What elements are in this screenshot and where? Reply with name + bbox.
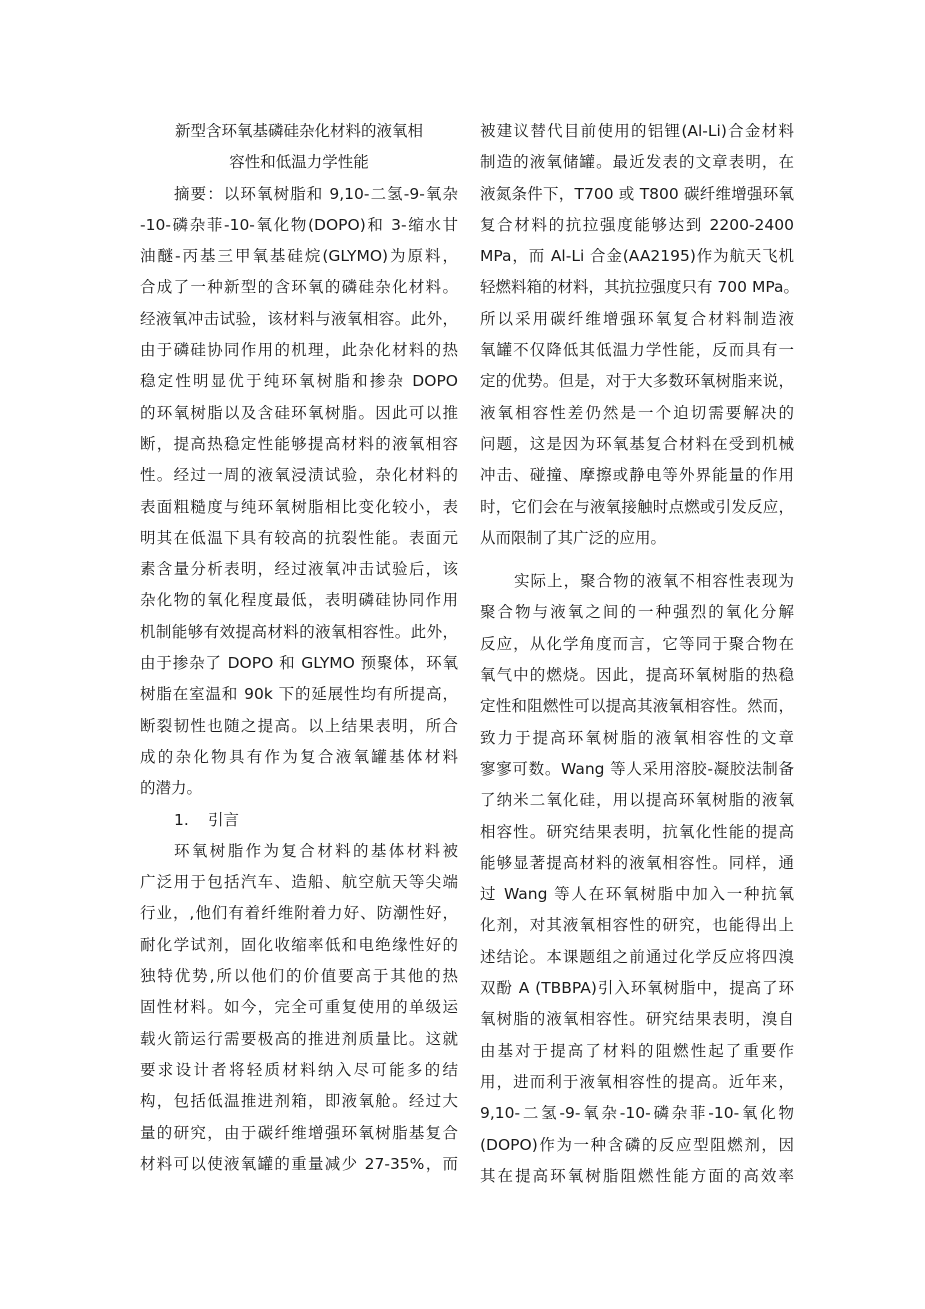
text-line: 致力于提高环氧树脂的液氧相容性的文章 [480, 728, 794, 747]
text-line: MPa，而 Al-Li 合金(AA2195)作为航天飞机 [480, 247, 794, 266]
text-line: 要求设计者将轻质材料纳入尽可能多的结 [140, 1060, 458, 1079]
text-line: 成的杂化物具有作为复合液氧罐基体材料 [140, 747, 458, 766]
text-line: 环氧树脂作为复合材料的基体材料被 [174, 841, 458, 860]
text-line: 明其在低温下具有较高的抗裂性能。表面元 [140, 528, 458, 547]
text-line: 液氧相容性差仍然是一个迫切需要解决的 [480, 403, 794, 422]
text-line: 定性和阻燃性可以提高其液氧相容性。然而， [480, 697, 794, 716]
paper-title-line-1: 新型含环氧基磷硅杂化材料的液氧相 [174, 122, 423, 140]
text-line: 从而限制了其广泛的应用。 [480, 528, 667, 547]
text-line: 断，提高热稳定性能够提高材料的液氧相容 [140, 434, 458, 453]
text-line: 量的研究，由于碳纤维增强环氧树脂基复合 [140, 1123, 458, 1142]
text-line: 稳定性明显优于纯环氧树脂和掺杂 DOPO [140, 372, 458, 391]
text-line: 9,10-二氢-9-氧杂-10-磷杂菲-10-氧化物 [480, 1104, 794, 1123]
text-line: 被建议替代目前使用的铝锂(Al-Li)合金材料 [480, 122, 794, 140]
right-paragraph-1 [480, 116, 799, 554]
text-line: 了纳米二氧化硅，用以提高环氧树脂的液氧 [480, 791, 794, 810]
text-line: 断裂韧性也随之提高。以上结果表明，所合 [140, 716, 458, 735]
text-line: 固性材料。如今，完全可重复使用的单级运 [140, 998, 458, 1017]
paragraph-gap [480, 554, 794, 566]
text-line: 液氮条件下，T700 或 T800 碳纤维增强环氧 [480, 184, 794, 203]
text-line: 冲击、碰撞、摩擦或静电等外界能量的作用 [480, 466, 794, 485]
right-column [480, 116, 799, 1192]
text-line: 反应，从化学角度而言，它等同于聚合物在 [480, 634, 794, 653]
text-line: 能够显著提高材料的液氧相容性。同样，通 [480, 853, 794, 872]
text-line: 寥寥可数。Wang 等人采用溶胶-凝胶法制备 [480, 759, 794, 778]
text-line: 氧罐不仅降低其低温力学性能，反而具有一 [480, 341, 794, 360]
text-line: 氧树脂的液氧相容性。研究结果表明，溴自 [480, 1010, 794, 1029]
text-line: 由于掺杂了 DOPO 和 GLYMO 预聚体，环氧 [140, 654, 458, 673]
abstract [140, 179, 458, 805]
text-line: 树脂在室温和 90k 下的延展性均有所提高， [140, 685, 458, 704]
left-column [140, 116, 458, 1180]
text-line: 相容性。研究结果表明，抗氧化性能的提高 [480, 822, 794, 841]
paper-title-line-2: 容性和低温力学性能 [229, 153, 369, 172]
text-line: 由基对于提高了材料的阻燃性起了重要作 [480, 1041, 794, 1060]
text-line: -10-磷杂菲-10-氧化物(DOPO)和 3-缩水甘 [140, 215, 458, 234]
text-line: 素含量分析表明，经过液氧冲击试验后，该 [140, 560, 458, 579]
section-number: 1. [174, 810, 189, 829]
text-line: 材料可以使液氧罐的重量减少 27-35%，而 [140, 1154, 458, 1173]
text-line: 载火箭运行需要极高的推进剂质量比。这就 [140, 1029, 458, 1048]
section-heading [140, 805, 458, 836]
intro-paragraph [140, 836, 458, 1180]
text-line: 复合材料的抗拉强度能够达到 2200-2400 [480, 215, 794, 234]
text-line: 轻燃料箱的材料，其抗拉强度只有 700 MPa。 [480, 278, 799, 297]
text-line: 行业，,他们有着纤维附着力好、防潮性好， [140, 904, 458, 923]
text-line: 的潜力。 [140, 779, 203, 798]
text-line: 所以采用碳纤维增强环氧复合材料制造液 [480, 309, 794, 328]
text-line: 其在提高环氧树脂阻燃性能方面的高效率 [480, 1166, 794, 1185]
text-line: 时，它们会在与液氧接触时点燃或引发反应， [480, 497, 794, 516]
text-line: 化剂，对其液氧相容性的研究，也能得出上 [480, 916, 794, 935]
text-line: 制造的液氧储罐。最近发表的文章表明，在 [480, 153, 794, 172]
section-title: 引言 [208, 810, 240, 829]
text-line: 机制能够有效提高材料的液氧相容性。此外， [140, 622, 458, 641]
text-line: 油醚-丙基三甲氧基硅烷(GLYMO)为原料， [140, 247, 458, 266]
text-line: 杂化物的氧化程度最低，表明磷硅协同作用 [140, 591, 458, 610]
text-line: 广泛用于包括汽车、造船、航空航天等尖端 [140, 873, 458, 892]
text-line: 定的优势。但是，对于大多数环氧树脂来说， [480, 372, 794, 391]
text-line: 述结论。本课题组之前通过化学反应将四溴 [480, 947, 794, 966]
text-line: 的环氧树脂以及含硅环氧树脂。因此可以推 [140, 403, 458, 422]
text-line: 构，包括低温推进剂箱，即液氧舱。经过大 [140, 1092, 458, 1111]
text-line: (DOPO)作为一种含磷的反应型阻燃剂，因 [480, 1135, 794, 1154]
text-line: 由于磷硅协同作用的机理，此杂化材料的热 [140, 341, 458, 360]
text-line: 表面粗糙度与纯环氧树脂相比变化较小，表 [140, 497, 458, 516]
text-line: 耐化学试剂，固化收缩率低和电绝缘性好的 [140, 935, 458, 954]
text-line: 双酚 A (TBBPA)引入环氧树脂中，提高了环 [480, 979, 794, 998]
text-line: 独特优势,所以他们的价值要高于其他的热 [140, 967, 458, 986]
text-line: 问题，这是因为环氧基复合材料在受到机械 [480, 434, 794, 453]
text-line: 实际上，聚合物的液氧不相容性表现为 [514, 572, 794, 591]
text-line: 过 Wang 等人在环氧树脂中加入一种抗氧 [480, 885, 794, 904]
text-line: 经液氧冲击试验，该材料与液氧相容。此外， [140, 309, 458, 328]
text-line: 摘要：以环氧树脂和 9,10-二氢-9-氧杂 [174, 184, 458, 203]
text-line: 聚合物与液氧之间的一种强烈的氧化分解 [480, 603, 794, 622]
text-line: 合成了一种新型的含环氧的磷硅杂化材料。 [140, 278, 458, 297]
text-line: 氧气中的燃烧。因此，提高环氧树脂的热稳 [480, 666, 794, 685]
right-paragraph-2 [480, 566, 794, 1192]
text-line: 性。经过一周的液氧浸渍试验，杂化材料的 [140, 466, 458, 485]
text-line: 用，进而利于液氧相容性的提高。近年来， [480, 1072, 794, 1091]
